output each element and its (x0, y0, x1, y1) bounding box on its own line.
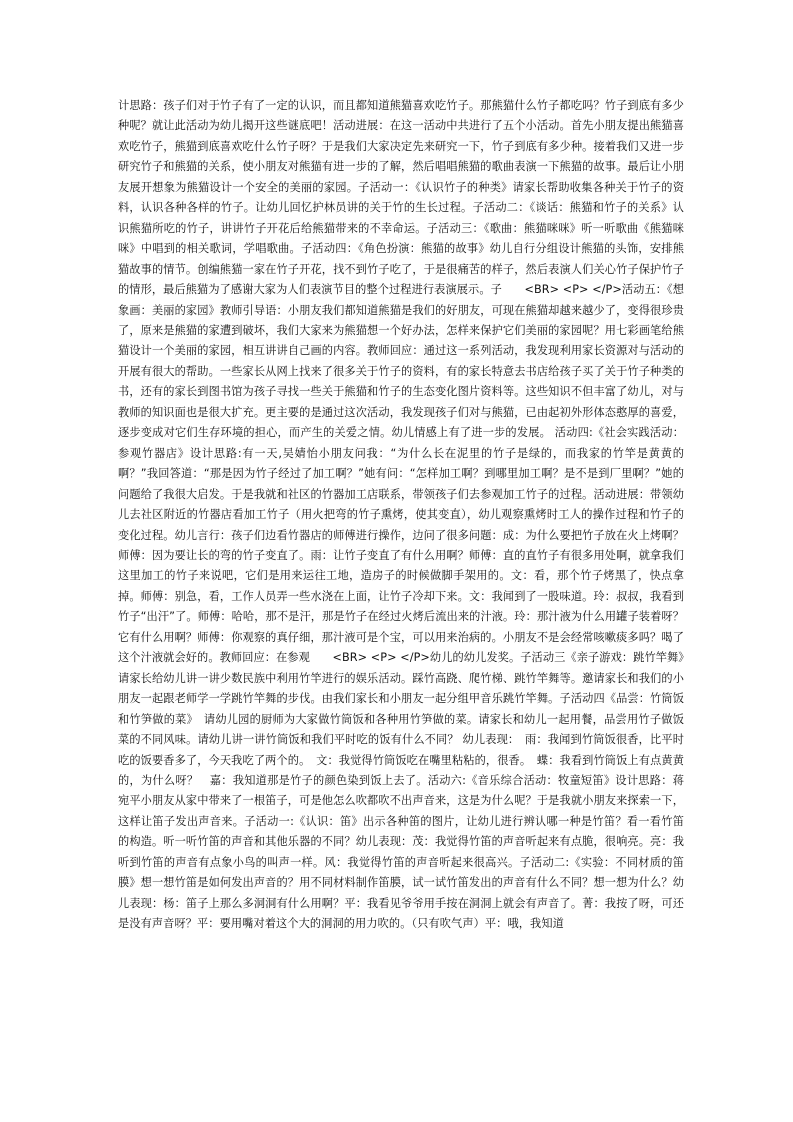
document-page (118, 96, 684, 935)
body-text: 计思路：孩子们对于竹子有了一定的认识，而且都知道熊猫喜欢吃竹子。那熊猫什么竹子都吃吗？竹子到底有多少种呢？就让此活动为幼儿揭开这些谜底吧！活动进展：在这一活动中共进行了五个小活动。首先小朋友提出熊猫喜欢吃竹子，熊猫到底喜欢吃什么竹子呀？于是我们大家决定先来研究一下，竹子到底有多少种。接着我们又进一步研究竹子和熊猫的关系，使小朋友对熊猫有进一步的了解，然后唱唱熊猫的歌曲表演一下熊猫的故事。最后让小朋友展开想象为熊猫设计一个安全的美丽的家园。子活动一：《认识竹子的种类》请家长帮助收集各种关于竹子的资料，认识各种各样的竹子。让幼儿回忆护林员讲的关于竹的生长过程。子活动二：《谈话：熊猫和竹子的关系》认识熊猫所吃的竹子，讲讲竹子开花后给熊猫带来的不幸命运。子活动三：《歌曲：熊猫咪咪》听一听歌曲《熊猫咪咪》中唱到的相关歌词，学唱歌曲。子活动四：《角色扮演：熊猫的故事》幼儿自行分组设计熊猫的头饰，安排熊猫故事的情节。创编熊猫一家在竹子开花，找不到竹子吃了，于是很痛苦的样子，然后表演人们关心竹子保护竹子的情形，最后熊猫为了感谢大家为人们表演节目的整个过程进行表演展示。子 <BR> <P> </P>活动五：《想象画：美丽的家园》教师引导语：小朋友我们都知道熊猫是我们的好朋友，可现在熊猫却越来越少了，变得很珍贵了，原来是熊猫的家遭到破坏，我们大家来为熊猫想一个好办法，怎样来保护它们美丽的家园呢？用七彩画笔给熊猫设计一个美丽的家园，相互讲讲自己画的内容。教师回应：通过这一系列活动，我发现利用家长资源对与活动的开展有很大的帮助。一些家长从网上找来了很多关于竹子的资料，有的家长特意去书店给孩子买了关于竹子种类的书，还有的家长到图书馆为孩子寻找一些关于熊猫和竹子的生态变化图片资料等。这些知识不但丰富了幼儿，对与教师的知识面也是很大扩充。更主要的是通过这次活动，我发现孩子们对与熊猫，已由起初外形体态憨厚的喜爱，逐步变成对它们生存环境的担心，而产生的关爱之情。幼儿情感上有了进一步的发展。 活动四:《社会实践活动：参观竹器店》设计思路:有一天,吴婧怡小朋友问我：“为什么长在泥里的竹子是绿的，而我家的竹竿是黄黄的啊？”我回答道：“那是因为竹子经过了加工啊？”她有问：“怎样加工啊？到哪里加工啊？是不是到厂里啊？”她的问题给了我很大启发。于是我就和社区的竹器加工店联系，带领孩子们去参观加工竹子的过程。活动进展：带领幼儿去社区附近的竹器店看加工竹子（用火把弯的竹子熏烤，使其变直），幼儿观察熏烤时工人的操作过程和竹子的变化过程。幼儿言行：孩子们边看竹器店的师傅进行操作，边问了很多问题：成：为什么要把竹子放在火上烤啊？师傅：因为要让长的弯的竹子变直了。雨：让竹子变直了有什么用啊？师傅：直的直竹子有很多用处啊，就拿我们这里加工的竹子来说吧，它们是用来运往工地，造房子的时候做脚手架用的。文：看，那个竹子烤黑了，快点拿掉。师傅：别急，看，工作人员弄一些水浇在上面，让竹子冷却下来。文：我闻到了一股味道。玲：叔叔，我看到竹子“出汗”了。师傅：哈哈，那不是汗，那是竹子在经过火烤后流出来的汁液。玲：那汁液为什么用罐子装着呀？它有什么用啊？师傅：你观察的真仔细，那汁液可是个宝，可以用来治病的。小朋友不是会经常咳嗽痰多吗？喝了这个汁液就会好的。教师回应：在参观 <BR> <P> </P>幼儿的幼儿发奖。子活动三《亲子游戏：跳竹竿舞》请家长给幼儿讲一讲少数民族中利用竹竿进行的娱乐活动。踩竹高跷、爬竹梯、跳竹竿舞等。邀请家长和我们的小朋友一起跟老师学一学跳竹竿舞的步伐。由我们家长和小朋友一起分组甲音乐跳竹竿舞。子活动四《品尝：竹筒饭和竹笋做的菜》 请幼儿园的厨师为大家做竹筒饭和各种用竹笋做的菜。请家长和幼儿一起用餐，品尝用竹子做饭菜的不同风味。请幼儿讲一讲竹筒饭和我们平时吃的饭有什么不同？ 幼儿表现： 雨：我闻到竹筒饭很香，比平时吃的饭要香多了，今天我吃了两个的。 文：我觉得竹筒饭吃在嘴里粘粘的，很香。 蝶：我看到竹筒饭上有点黄黄的，为什么呀？ 嘉：我知道那是竹子的颜色染到饭上去了。活动六:《音乐综合活动：牧童短笛》设计思路：蒋宛平小朋友从家中带来了一根笛子，可是他怎么吹都吹不出声音来，这是为什么呢？于是我就小朋友来探索一下，这样让笛子发出声音来。子活动一:《认识：笛》出示各种笛的图片，让幼儿进行辨认哪一种是竹笛？看一看竹笛的构造。听一听竹笛的声音和其他乐器的不同？幼儿表现：茂：我觉得竹笛的声音听起来有点脆，很响亮。亮：我听到竹笛的声音有点象小鸟的叫声一样。风：我觉得竹笛的声音听起来很高兴。子活动二:《实验：不同材质的笛膜》想一想竹笛是如何发出声音的？用不同材料制作笛膜，试一试竹笛发出的声音有什么不同？想一想为什么？幼儿表现：杨：笛子上那么多洞洞有什么用啊？平：我看见爷爷用手按在洞洞上就会有声音了。菁：我按了呀，可还是没有声音呀？平：要用嘴对着这个大的洞洞的用力吹的。（只有吹气声）平：哦，我知道 (118, 99, 684, 931)
